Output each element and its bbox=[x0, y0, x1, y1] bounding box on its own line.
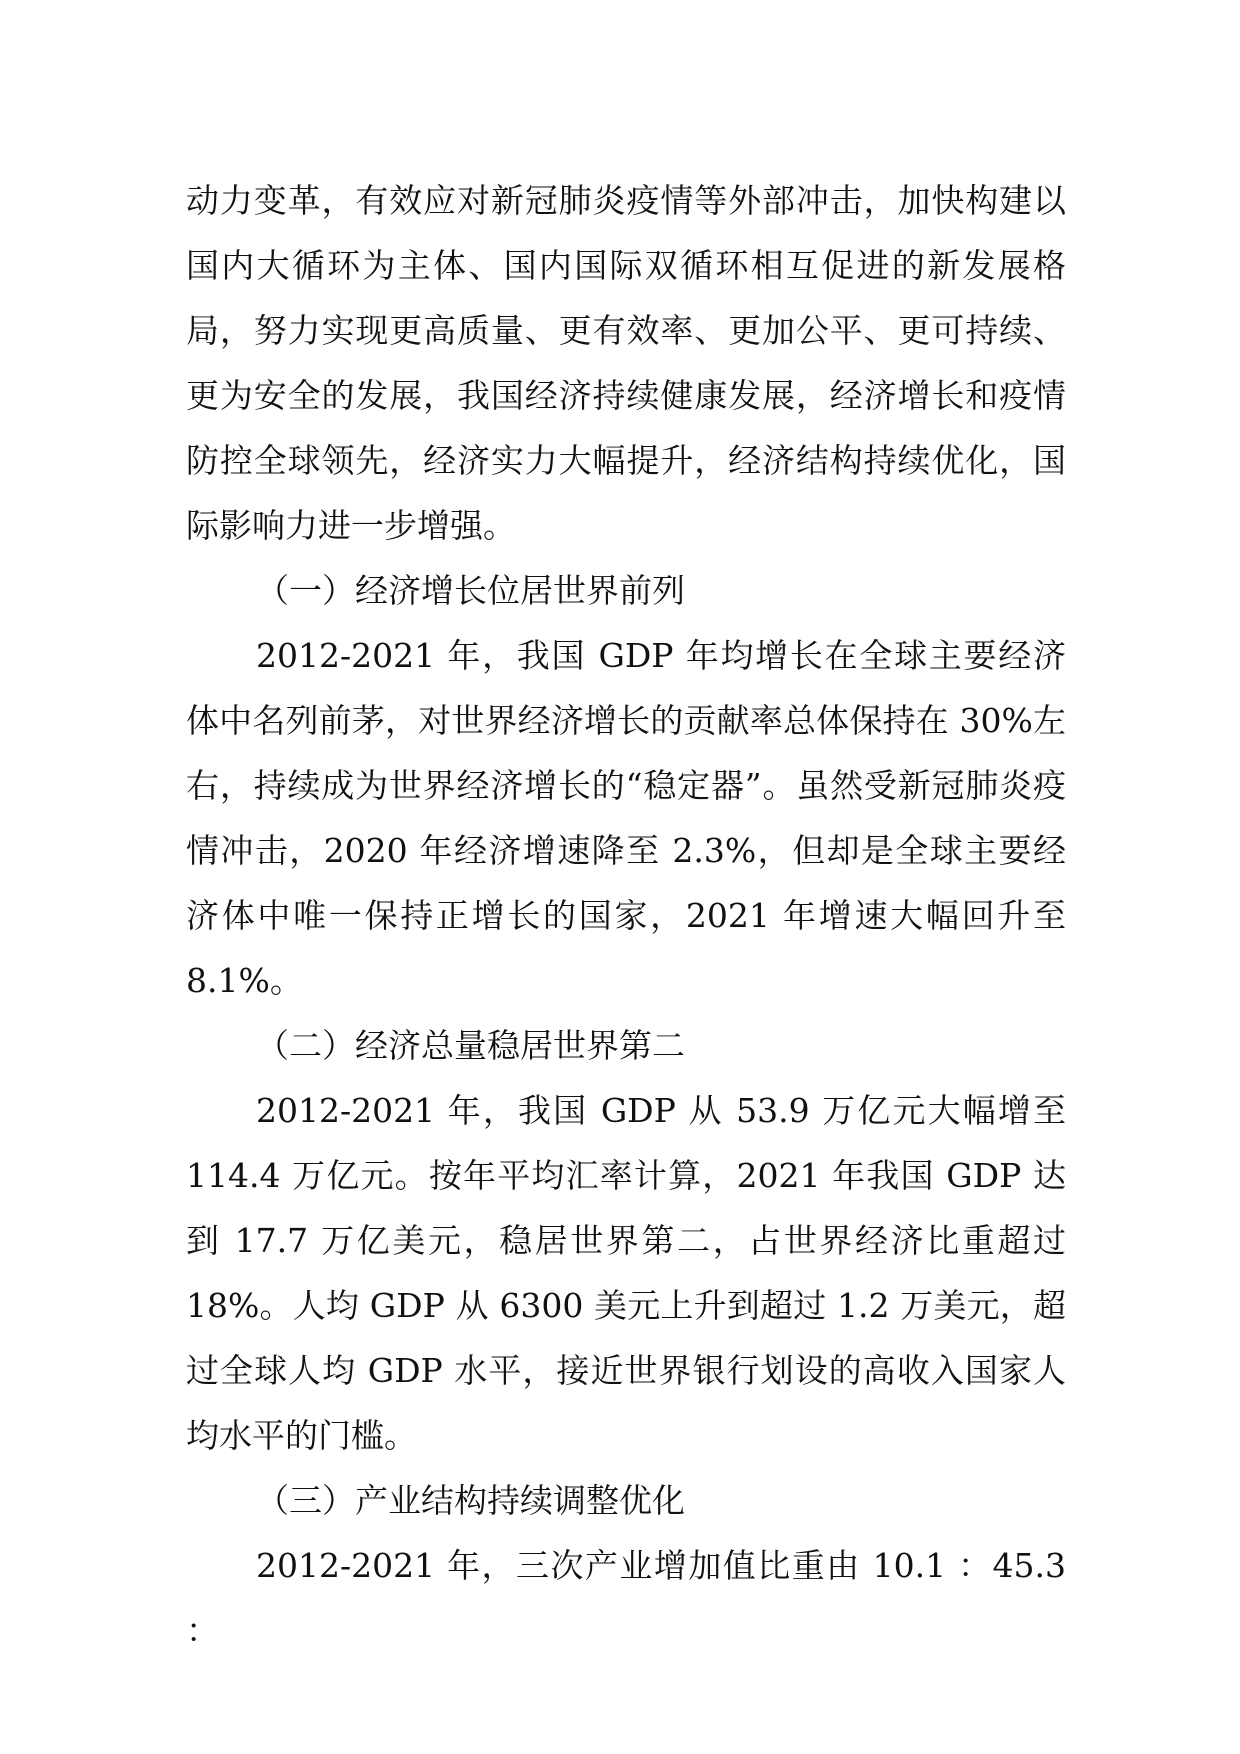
body-paragraph-gdp: 2012-2021 年，我国 GDP 从 53.9 万亿元大幅增至 114.4 万亿元。按年平均汇率计算，2021 年我国 GDP 达到 17.7 万亿美元，稳居世界第二，占世界经济比重超过 18%。人均 GDP 从 6300 美元上升到超过 1.2 万美元，超过全球人均 GDP 水平，接近世界银行划设的高收入国家人均水平的门槛。 bbox=[186, 1091, 1066, 1455]
body-paragraph-continuation: 动力变革，有效应对新冠肺炎疫情等外部冲击，加快构建以国内大循环为主体、国内国际双循环相互促进的新发展格局，努力实现更高质量、更有效率、更加公平、更可持续、更为安全的发展，我国经济持续健康发展，经济增长和疫情防控全球领先，经济实力大幅提升，经济结构持续优化，国际影响力进一步增强。 bbox=[186, 181, 1066, 545]
section-heading-2: （二）经济总量稳居世界第二 bbox=[256, 1026, 685, 1065]
document-body bbox=[186, 168, 1066, 1663]
body-paragraph-growth: 2012-2021 年，我国 GDP 年均增长在全球主要经济体中名列前茅，对世界经济增长的贡献率总体保持在 30%左右，持续成为世界经济增长的“稳定器”。虽然受新冠肺炎疫情冲击，2020 年经济增速降至 2.3%，但却是全球主要经济体中唯一保持正增长的国家，2021 年增速大幅回升至8.1%。 bbox=[186, 636, 1066, 1000]
section-heading-1: （一）经济增长位居世界前列 bbox=[256, 571, 685, 610]
body-paragraph-industry: 2012-2021 年，三次产业增加值比重由 10.1 ：45.3 ： bbox=[186, 1546, 1066, 1650]
section-heading-3: （三）产业结构持续调整优化 bbox=[256, 1481, 685, 1520]
